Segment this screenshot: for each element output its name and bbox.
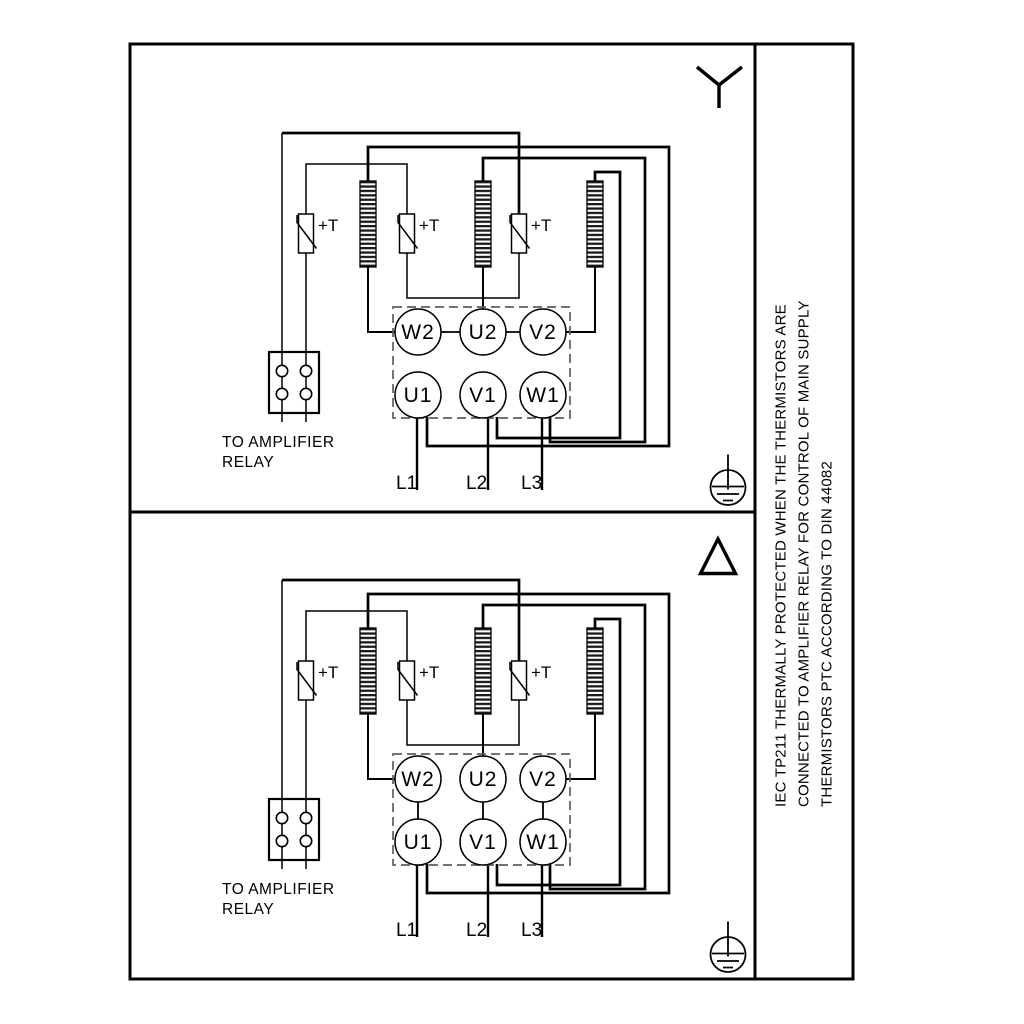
star-connection-icon <box>697 67 742 108</box>
side-note-line-2: CONNECTED TO AMPLIFIER RELAY FOR CONTROL OF MAIN SUPPLY <box>795 300 813 807</box>
delta-panel-wiring <box>222 580 669 941</box>
panel-star-connection <box>130 44 755 512</box>
star-panel-wiring <box>222 133 669 494</box>
panel-delta-connection <box>130 512 755 979</box>
delta-connection-icon <box>701 539 736 574</box>
side-note-line-3: THERMISTORS PTC ACCORDING TO DIN 44082 <box>818 460 836 807</box>
earth-ground-icon <box>711 922 746 973</box>
side-note-line-1: IEC TP211 THERMALLY PROTECTED WHEN THE THERMISTORS ARE <box>772 304 790 807</box>
side-note <box>770 300 839 807</box>
earth-ground-icon <box>711 455 746 506</box>
side-note-column <box>755 44 853 979</box>
delta-bridge-links <box>418 802 543 819</box>
